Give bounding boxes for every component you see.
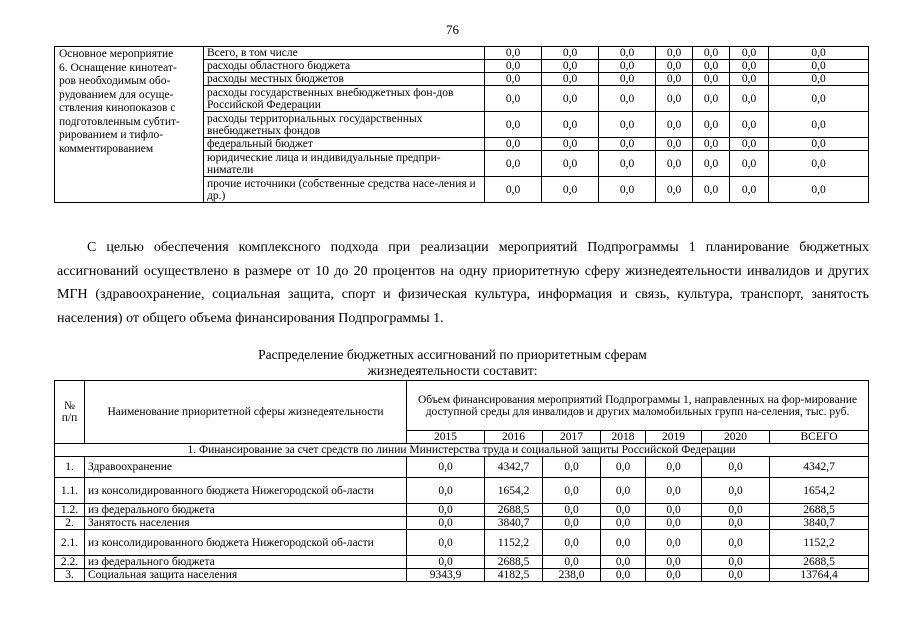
funding-source: Всего, в том числе (204, 47, 485, 60)
value-cell: 0,0 (407, 530, 485, 556)
row-number: 3. (55, 569, 85, 582)
value-cell: 0,0 (730, 47, 769, 60)
funding-source: расходы местных бюджетов (204, 73, 485, 86)
value-cell: 2688,5 (485, 504, 543, 517)
value-cell: 0,0 (485, 112, 542, 138)
table-row (55, 478, 869, 504)
value-cell: 0,0 (656, 112, 693, 138)
row-number: 1.1. (55, 478, 85, 504)
value-cell: 0,0 (769, 60, 869, 73)
value-cell: 0,0 (656, 86, 693, 112)
paragraph-text: С целью обеспечения комплексного подхода при реализации мероприятий Подпрограммы 1 планирование бюджетных ассигнований осуществлено в размере от 10 до 20 процентов на одну приоритетную сферу жизнедеятельности инвалидов и других МГН (здравоохранение, социальная защита, спорт и физическая культура, информация и связь, культура, транспорт, занятость населения) от общего объема финансирования Подпрограммы 1. (57, 240, 869, 326)
page-number: 76 (446, 22, 459, 37)
caption-line-1: Распределение бюджетных ассигнований по приоритетным сферам (258, 347, 647, 362)
measure-label-line: рудованием для осуще- (59, 88, 174, 101)
value-cell: 0,0 (601, 457, 646, 478)
value-cell: 0,0 (485, 151, 542, 177)
value-cell: 0,0 (693, 47, 730, 60)
value-cell: 4342,7 (770, 457, 869, 478)
value-cell: 0,0 (702, 504, 770, 517)
value-cell: 0,0 (599, 138, 656, 151)
value-cell: 4342,7 (485, 457, 543, 478)
header-number: № п/п (55, 381, 85, 444)
value-cell: 0,0 (656, 47, 693, 60)
value-cell: 0,0 (485, 47, 542, 60)
value-cell: 0,0 (542, 138, 599, 151)
value-cell: 0,0 (407, 556, 485, 569)
value-cell: 0,0 (407, 517, 485, 530)
table-row (55, 556, 869, 569)
header-sphere-name: Наименование приоритетной сферы жизнедеятельности (85, 381, 407, 444)
value-cell: 0,0 (407, 504, 485, 517)
section-title: 1. Финансирование за счет средств по линии Министерства труда и социальной защиты Российской Федерации (55, 444, 869, 457)
value-cell: 0,0 (543, 556, 601, 569)
value-cell: 0,0 (485, 86, 542, 112)
row-number: 1.2. (55, 504, 85, 517)
funding-source: расходы областного бюджета (204, 60, 485, 73)
year-header: ВСЕГО (770, 431, 869, 444)
table-row (55, 457, 869, 478)
sphere-name: из федерального бюджета (85, 504, 407, 517)
value-cell: 0,0 (542, 47, 599, 60)
value-cell: 0,0 (485, 73, 542, 86)
value-cell: 4182,5 (485, 569, 543, 582)
value-cell: 0,0 (599, 73, 656, 86)
measure-label-line: ствления кинопоказов с (59, 102, 176, 114)
value-cell: 0,0 (599, 86, 656, 112)
row-number: 2.1. (55, 530, 85, 556)
value-cell: 0,0 (769, 177, 869, 203)
value-cell: 9343,9 (407, 569, 485, 582)
value-cell: 0,0 (730, 151, 769, 177)
value-cell: 0,0 (542, 112, 599, 138)
value-cell: 0,0 (601, 504, 646, 517)
value-cell: 0,0 (769, 86, 869, 112)
value-cell: 0,0 (656, 151, 693, 177)
value-cell: 0,0 (693, 151, 730, 177)
caption-line-2: жизнедеятельности составит: (367, 363, 538, 378)
value-cell: 0,0 (693, 73, 730, 86)
measure-label-line: 6. Оснащение кинотеат- (59, 61, 177, 74)
value-cell: 3840,7 (770, 517, 869, 530)
value-cell: 0,0 (542, 60, 599, 73)
value-cell: 0,0 (769, 138, 869, 151)
row-number: 1. (55, 457, 85, 478)
measure-label-line: ров необходимым обо- (59, 75, 171, 87)
value-cell: 0,0 (702, 530, 770, 556)
body-paragraph (57, 236, 869, 330)
measure-label-line: Основное мероприятие (59, 48, 174, 60)
value-cell: 0,0 (599, 112, 656, 138)
value-cell: 0,0 (646, 517, 702, 530)
year-header: 2020 (702, 431, 770, 444)
value-cell: 0,0 (656, 138, 693, 151)
value-cell: 0,0 (702, 478, 770, 504)
funding-source: расходы территориальных государственных внебюджетных фондов (204, 112, 485, 138)
year-header: 2016 (485, 431, 543, 444)
value-cell: 0,0 (730, 86, 769, 112)
table-row (55, 47, 869, 60)
sphere-name: Социальная защита населения (85, 569, 407, 582)
value-cell: 0,0 (646, 556, 702, 569)
value-cell: 0,0 (693, 86, 730, 112)
sphere-name: из федерального бюджета (85, 556, 407, 569)
funding-source: юридические лица и индивидуальные предпри-ниматели (204, 151, 485, 177)
table-row (55, 517, 869, 530)
value-cell: 0,0 (542, 177, 599, 203)
value-cell: 0,0 (407, 478, 485, 504)
value-cell: 0,0 (646, 457, 702, 478)
value-cell: 0,0 (693, 138, 730, 151)
value-cell: 0,0 (702, 556, 770, 569)
value-cell: 0,0 (646, 530, 702, 556)
funding-sources-table (54, 46, 869, 203)
value-cell: 0,0 (656, 60, 693, 73)
table-row (55, 569, 869, 582)
section-row (55, 444, 869, 457)
value-cell: 0,0 (702, 569, 770, 582)
value-cell: 238,0 (543, 569, 601, 582)
header-volume: Объем финансирования мероприятий Подпрограммы 1, направленных на фор-мирование доступной среды для инвалидов и других маломобильных групп на-селения, тыс. руб. (407, 381, 869, 431)
value-cell: 0,0 (599, 47, 656, 60)
table-row (55, 530, 869, 556)
value-cell: 0,0 (485, 177, 542, 203)
value-cell: 0,0 (702, 457, 770, 478)
row-number: 2. (55, 517, 85, 530)
sphere-name: из консолидированного бюджета Нижегородской об-ласти (85, 478, 407, 504)
value-cell: 0,0 (730, 138, 769, 151)
value-cell: 0,0 (601, 530, 646, 556)
measure-label-line: комментированием (59, 142, 154, 155)
value-cell: 0,0 (601, 556, 646, 569)
funding-source: прочие источники (собственные средства насе-ления и др.) (204, 177, 485, 203)
value-cell: 0,0 (769, 47, 869, 60)
value-cell: 1654,2 (770, 478, 869, 504)
value-cell: 0,0 (542, 86, 599, 112)
value-cell: 0,0 (543, 457, 601, 478)
value-cell: 0,0 (601, 478, 646, 504)
value-cell: 2688,5 (770, 504, 869, 517)
value-cell: 0,0 (542, 151, 599, 177)
value-cell: 0,0 (542, 73, 599, 86)
value-cell: 0,0 (599, 151, 656, 177)
value-cell: 0,0 (693, 177, 730, 203)
value-cell: 0,0 (693, 60, 730, 73)
value-cell: 1654,2 (485, 478, 543, 504)
value-cell: 0,0 (646, 569, 702, 582)
value-cell: 1152,2 (770, 530, 869, 556)
value-cell: 0,0 (646, 504, 702, 517)
value-cell: 0,0 (656, 177, 693, 203)
sphere-name: Здравоохранение (85, 457, 407, 478)
value-cell: 0,0 (543, 530, 601, 556)
year-header: 2017 (543, 431, 601, 444)
value-cell: 0,0 (601, 569, 646, 582)
value-cell: 0,0 (769, 151, 869, 177)
value-cell: 0,0 (543, 504, 601, 517)
measure-label (55, 47, 204, 203)
measure-label-line: рированием и тифло- (59, 129, 164, 141)
value-cell: 0,0 (543, 517, 601, 530)
value-cell: 0,0 (599, 60, 656, 73)
value-cell: 0,0 (730, 73, 769, 86)
value-cell: 0,0 (407, 457, 485, 478)
value-cell: 0,0 (543, 478, 601, 504)
value-cell: 0,0 (730, 60, 769, 73)
value-cell: 0,0 (599, 177, 656, 203)
value-cell: 3840,7 (485, 517, 543, 530)
value-cell: 0,0 (693, 112, 730, 138)
year-header: 2019 (646, 431, 702, 444)
value-cell: 0,0 (656, 73, 693, 86)
value-cell: 0,0 (769, 112, 869, 138)
value-cell: 0,0 (485, 60, 542, 73)
priority-spheres-table (54, 380, 869, 582)
funding-source: федеральный бюджет (204, 138, 485, 151)
year-header: 2018 (601, 431, 646, 444)
table-caption (0, 347, 905, 379)
funding-source: расходы государственных внебюджетных фон-дов Российской Федерации (204, 86, 485, 112)
measure-label-line: подготовленным субтит- (59, 115, 180, 128)
row-number: 2.2. (55, 556, 85, 569)
value-cell: 2688,5 (770, 556, 869, 569)
value-cell: 0,0 (646, 478, 702, 504)
sphere-name: из консолидированного бюджета Нижегородской об-ласти (85, 530, 407, 556)
value-cell: 0,0 (601, 517, 646, 530)
value-cell: 0,0 (485, 138, 542, 151)
sphere-name: Занятость населения (85, 517, 407, 530)
value-cell: 0,0 (702, 517, 770, 530)
value-cell: 0,0 (730, 177, 769, 203)
value-cell: 13764,4 (770, 569, 869, 582)
value-cell: 0,0 (730, 112, 769, 138)
value-cell: 2688,5 (485, 556, 543, 569)
year-header: 2015 (407, 431, 485, 444)
table-row (55, 504, 869, 517)
value-cell: 0,0 (769, 73, 869, 86)
value-cell: 1152,2 (485, 530, 543, 556)
